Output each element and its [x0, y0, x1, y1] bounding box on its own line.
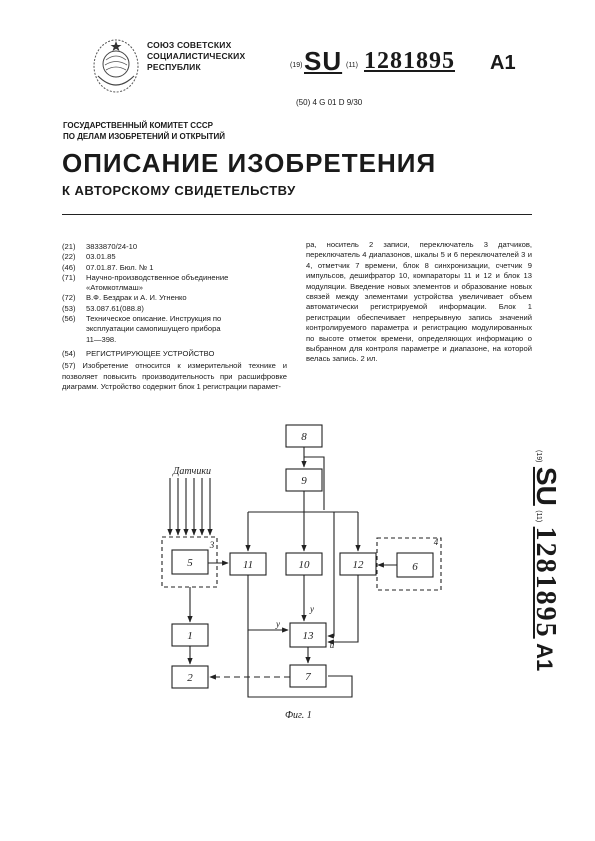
document-title: ОПИСАНИЕ ИЗОБРЕТЕНИЯ: [62, 148, 437, 178]
document-subtitle: К АВТОРСКОМУ СВИДЕТЕЛЬСТВУ: [62, 183, 296, 198]
biblio-row: (46) 07.01.87. Бюл. № 1: [62, 262, 154, 272]
biblio-row: (21) 3833870/24-10: [62, 242, 138, 251]
biblio-row: эксплуатации самопишущего прибора: [86, 324, 221, 334]
header-divider: [62, 214, 532, 215]
block-1-label: 1: [187, 630, 193, 642]
block-13-label: 13: [302, 630, 314, 642]
block-7-label: 7: [305, 671, 311, 683]
figure-caption: Фиг. 1: [285, 710, 312, 721]
biblio-row: 11—398.: [86, 334, 117, 344]
ipc-class: (50) 4 G 01 D 9/30: [296, 98, 363, 107]
union-name: СОЮЗ СОВЕТСКИХ СОЦИАЛИСТИЧЕСКИХ РЕСПУБЛИК: [147, 40, 246, 72]
bibliographic-data: [62, 242, 287, 392]
code-19: (19): [290, 62, 303, 69]
biblio-row: (22) 03.01.85: [62, 252, 116, 262]
block-3-label: 3: [209, 540, 215, 550]
block-2-label: 2: [187, 672, 193, 684]
biblio-row: (72) В.Ф. Бездрак и А. И. Угненко: [62, 293, 187, 303]
block-11-label: 11: [242, 559, 254, 571]
signal-y-label: у: [310, 604, 314, 614]
abstract-continued: ра, носитель 2 записи, переключатель 3 датчиков, переключатель 4 диапазонов, шкалы 5 и 6 переключателей 3 и 4, отметчик 7 времени, блок 8 синхронизации, счетчик 9 импульсов, дешифратор 10, компараторы 11 и 12 и блок 13 модуляции. Введение новых элементов и образование новых связей между элементами устройства увеличивает объем автоматически регистрируемой информации. Блок 1 регистрации обеспечивает непрерывную запись значений контролируемого параметра и регистрацию модулированных по высоте отметок времени, определяющих информацию о выбранном для контроля параметре и диапазоне, на которой велась запись. 2 ил.: [306, 240, 532, 364]
committee-name: ГОСУДАРСТВЕННЫЙ КОМИТЕТ СССР ПО ДЕЛАМ ИЗОБРЕТЕНИЙ И ОТКРЫТИЙ: [63, 121, 226, 141]
biblio-row-title: (54) РЕГИСТРИРУЮЩЕЕ УСТРОЙСТВО: [62, 348, 215, 358]
state-emblem: [92, 38, 140, 94]
su-label: SU: [304, 46, 343, 76]
biblio-row: (53) 53.087.61(088.8): [62, 303, 144, 313]
patent-number: 1281895: [364, 48, 455, 74]
block-12-label: 12: [352, 559, 364, 571]
biblio-row: (56) Техническое описание. Инструкция по: [62, 314, 222, 324]
block-diagram: [150, 420, 450, 725]
block-5-label: 5: [187, 557, 193, 569]
diagram-svg: [150, 420, 450, 725]
block-4-label: 4: [433, 537, 439, 547]
block-9-label: 9: [301, 475, 307, 487]
block-6-label: 6: [412, 561, 418, 573]
abstract-start: (57) Изобретение относится к измерительной технике и позволяет повысить производительность при расшифровке диаграмм. Устройство содержит блок 1 регистрации парамет-: [62, 361, 287, 391]
code-11: (11): [346, 62, 358, 69]
biblio-row: «Атомкотлмаш»: [86, 283, 143, 293]
emblem-icon: [92, 38, 140, 94]
block-8-label: 8: [301, 431, 307, 443]
kind-code: A1: [490, 52, 516, 74]
signal-y-left-label: у: [276, 619, 280, 629]
block-10-label: 10: [298, 559, 310, 571]
sensors-label: Датчики: [172, 466, 212, 477]
vertical-patent-number: (19) SU (11) 1281895 A1: [530, 450, 562, 672]
signal-i-label: и: [329, 640, 335, 650]
biblio-row: (71) Научно-производственное объединение: [62, 272, 229, 282]
